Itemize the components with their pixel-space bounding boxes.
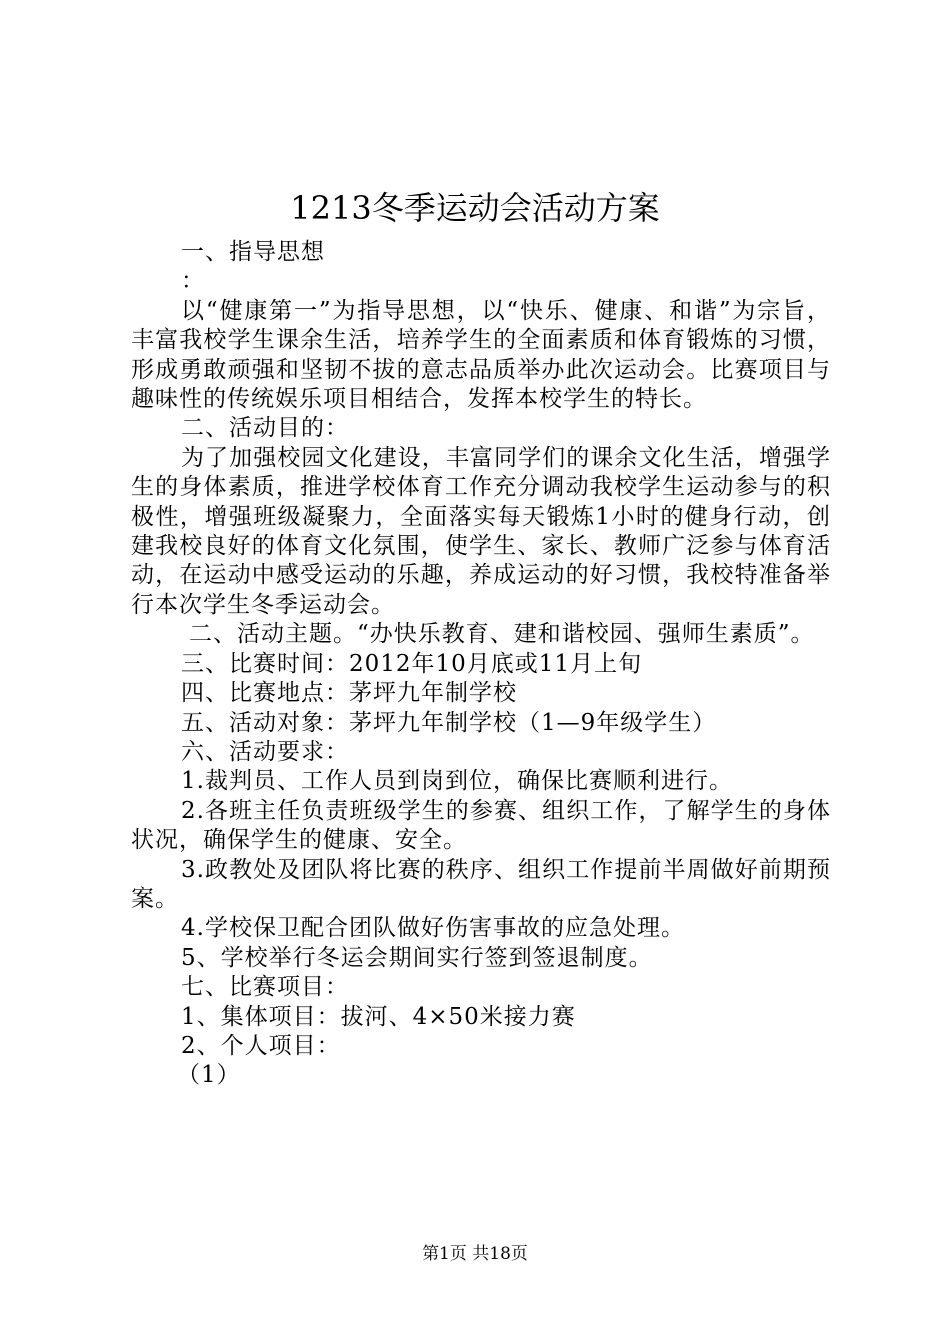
paragraph: 二、活动主题。“办快乐教育、建和谐校园、强师生素质”。 — [189, 621, 815, 648]
document-body — [131, 238, 831, 1091]
paragraph: 以“健康第一”为指导思想，以“快乐、健康、和谐”为宗旨，丰富我校学生课余生活，培养学生的全面素质和体育锻炼的习惯，形成勇敢顽强和坚韧不拔的意志品质举办此次运动会。比赛项目与趣味性的传统娱乐项目相结合，发挥本校学生的特长。 — [131, 297, 831, 413]
section-heading: 二、活动目的： — [181, 415, 349, 442]
list-item: 5、学校举行冬运会期间实行签到签退制度。 — [181, 944, 653, 971]
paragraph: 为了加强校园文化建设，丰富同学们的课余文化生活，增强学生的身体素质，推进学校体育工作充分调动我校学生运动参与的积极性，增强班级凝聚力，全面落实每天锻炼1小时的健身行动，创建我校良好的体育文化氛围，使学生、家长、教师广泛参与体育活动，在运动中感受运动的乐趣，养成运动的好习惯，我校特准备举行本次学生冬季运动会。 — [131, 444, 831, 618]
page-footer: 第1页 共18页 — [422, 1244, 528, 1264]
paragraph: ： — [181, 268, 205, 295]
paragraph: 四、比赛地点：茅坪九年制学校 — [181, 680, 517, 707]
list-item: 1.裁判员、工作人员到岗到位，确保比赛顺利进行。 — [181, 768, 733, 795]
paragraph: 五、活动对象：茅坪九年制学校（1—9年级学生） — [181, 709, 717, 736]
section-heading: 六、活动要求： — [181, 738, 349, 765]
page-title: 1213冬季运动会活动方案 — [290, 189, 660, 227]
list-item: 2.各班主任负责班级学生的参赛、组织工作，了解学生的身体状况，确保学生的健康、安全。 — [131, 797, 831, 854]
list-item: 2、个人项目： — [181, 1032, 341, 1059]
list-item: 4.学校保卫配合团队做好伤害事故的应急处理。 — [181, 915, 685, 942]
section-heading: 七、比赛项目： — [181, 974, 349, 1001]
paragraph: 三、比赛时间：2012年10月底或11月上旬 — [181, 650, 643, 677]
list-item: （1） — [177, 1062, 241, 1089]
section-heading: 一、指导思想 — [181, 239, 325, 265]
list-item: 3.政教处及团队将比赛的秩序、组织工作提前半周做好前期预案。 — [131, 856, 831, 912]
list-item: 1、集体项目：拔河、4×50米接力赛 — [181, 1003, 576, 1030]
